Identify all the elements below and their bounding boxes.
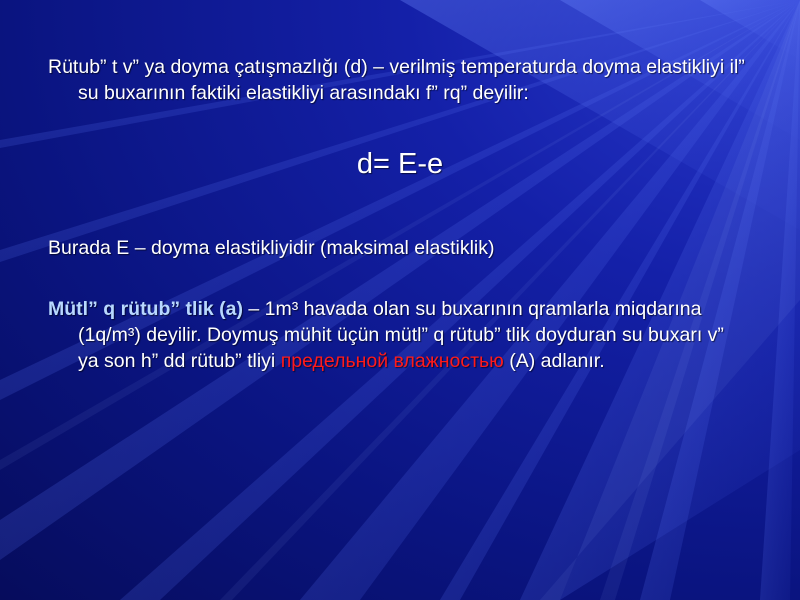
definition-E: Burada E – doyma elastikliyidir (maksimal elastiklik) <box>48 237 495 259</box>
formula: d= E-e <box>356 148 444 180</box>
absolute-humidity-text-end: (A) adlanır. <box>503 350 605 372</box>
definition-absolute-humidity <box>48 296 748 374</box>
term-absolute-humidity: Mütl” q rütub” tlik (a) <box>48 298 243 320</box>
definition-deficit: Rütub” t v” ya doyma çatışmazlığı (d) – verilmiş temperaturda doyma elastikliyi il” su buxarının faktiki elastikliyi arasındakı f” rq” deyilir: <box>48 56 745 104</box>
absolute-humidity-text: – 1m³ havada olan su buxarının qramlarla miqdarına (1q/m³) deyilir. Doymuş mühit üçün mütl” q rütub” tlik doyduran su buxarı v” ya son h” dd rütub” tliyi <box>78 298 724 372</box>
russian-term-highlight: предельной влажностью <box>280 350 504 372</box>
